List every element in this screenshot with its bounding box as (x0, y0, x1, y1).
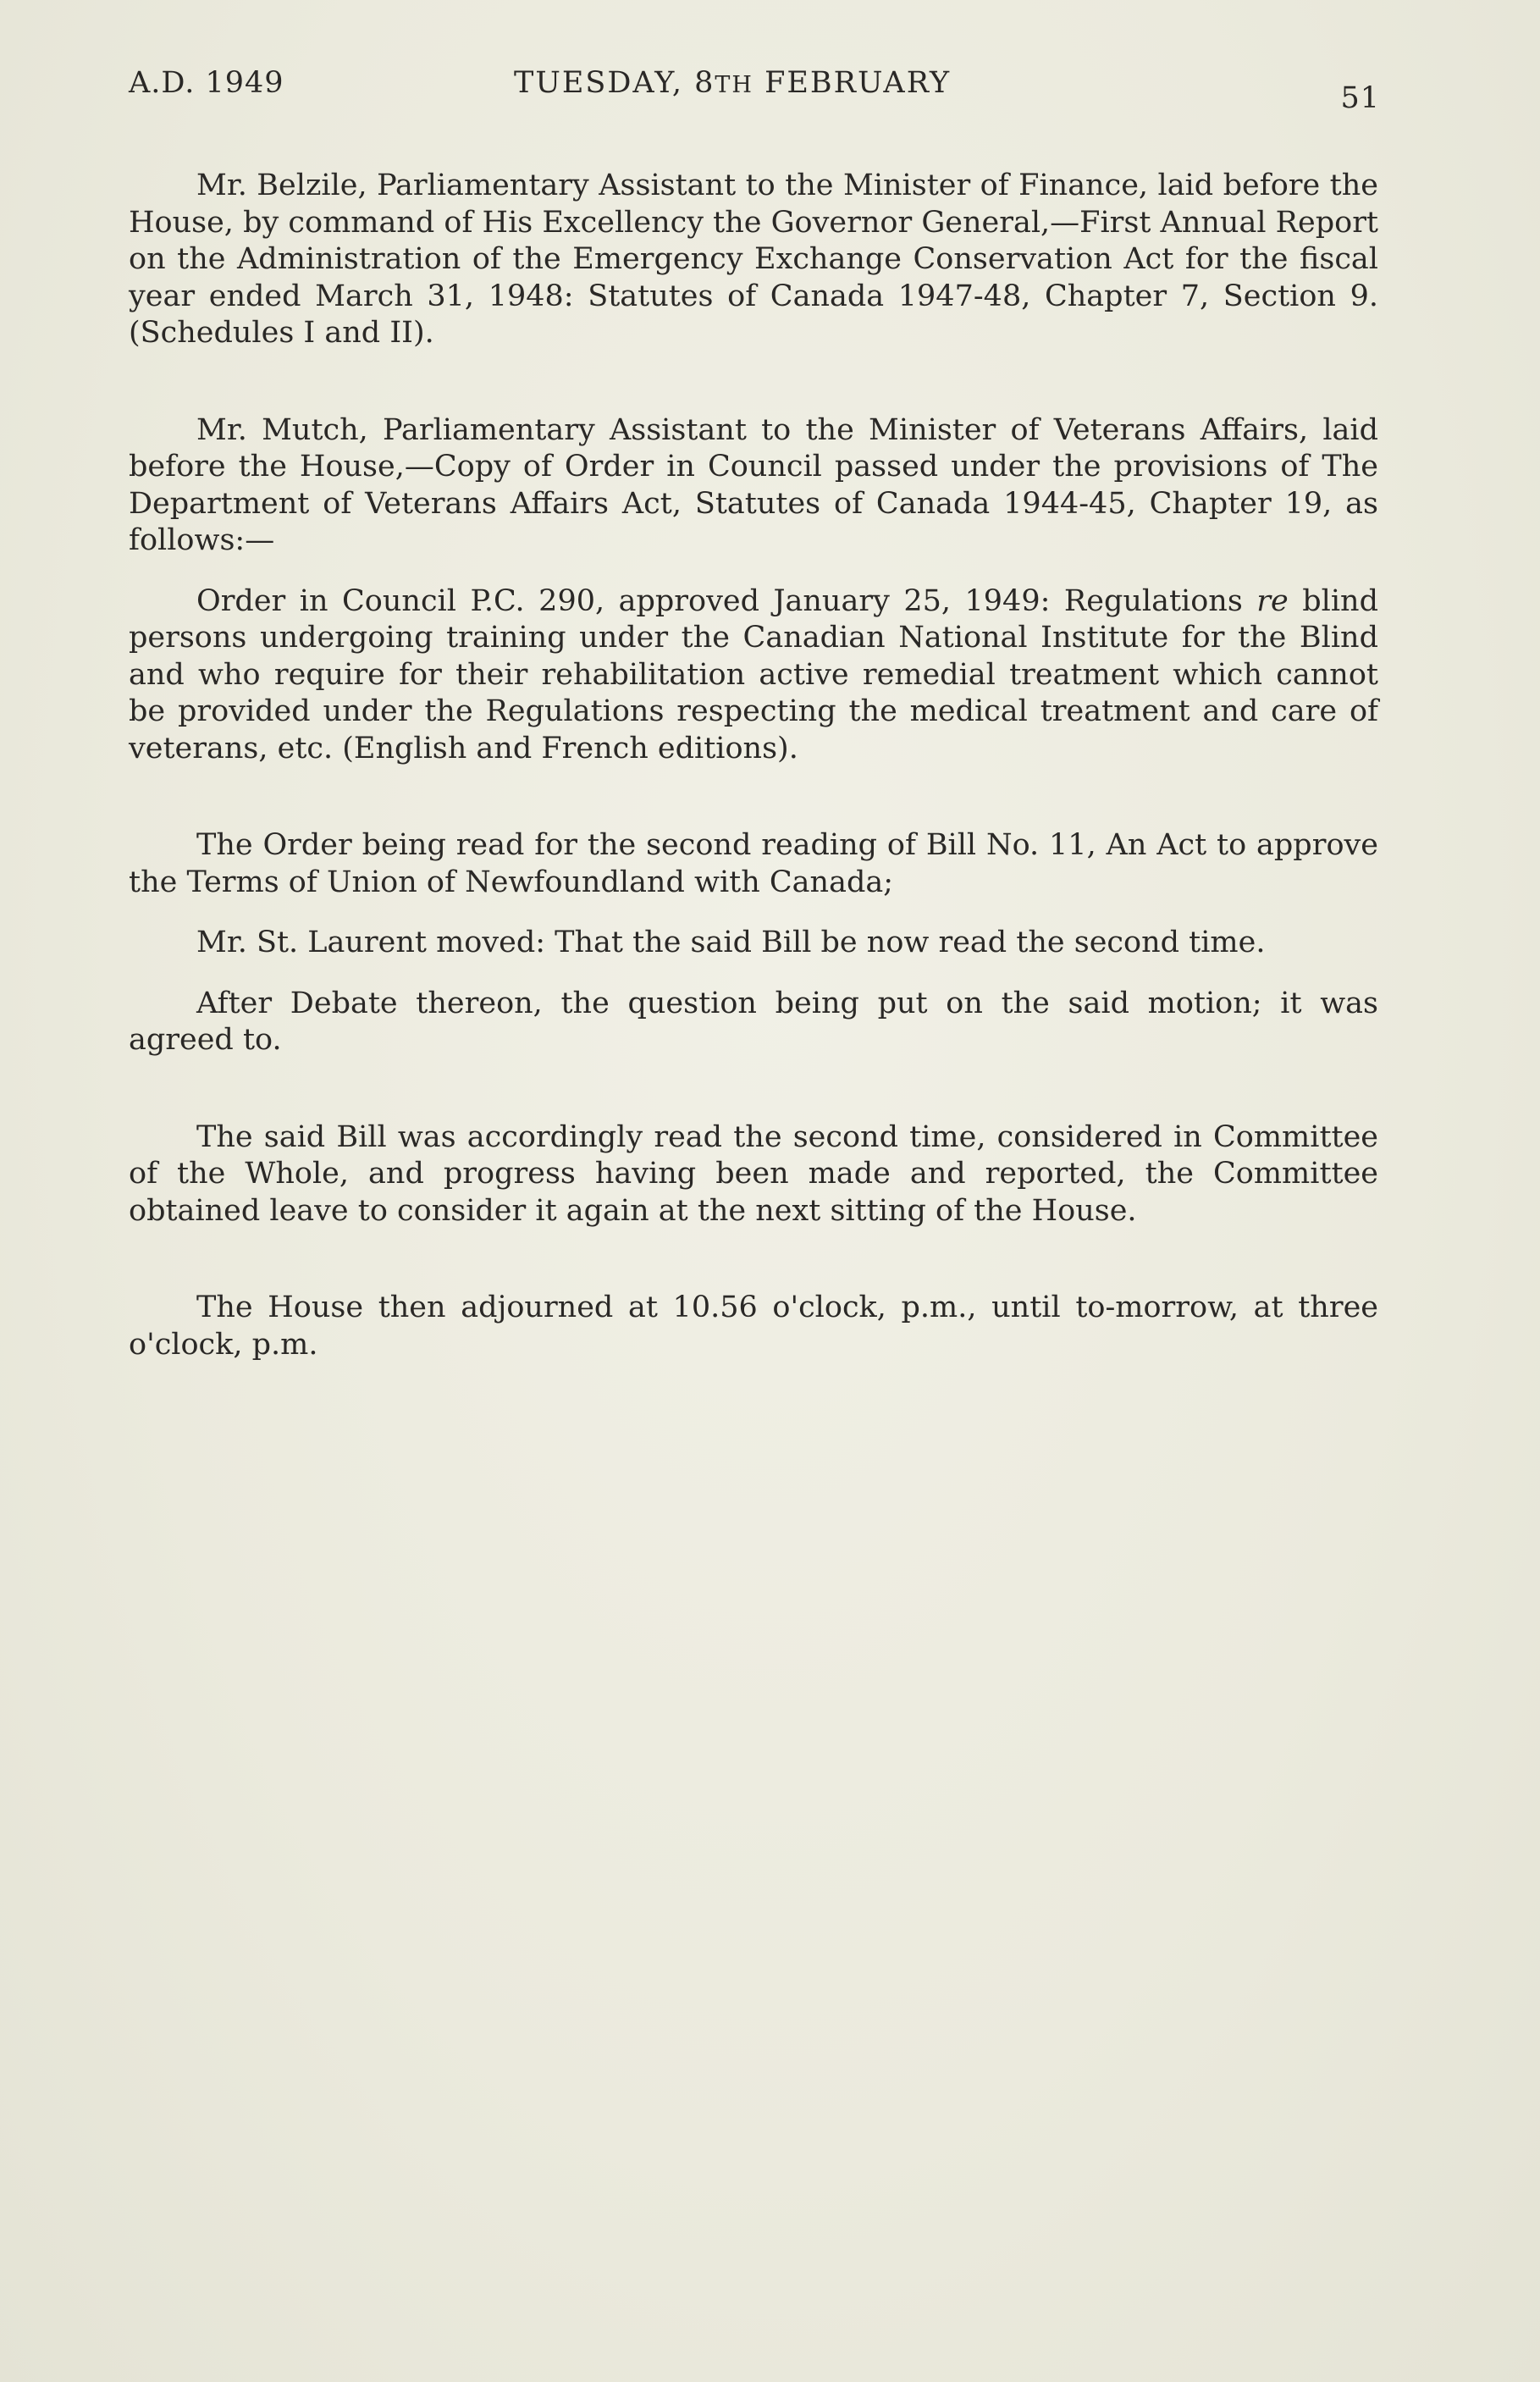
page-number: 51 (1340, 81, 1380, 115)
order-text-after: blind persons undergoing training under the Canadian National Institute for the Blind and who require for their rehabilitation active remedial treatment which cannot be provided under the Regulations respecting the medical treatment and care of veterans, etc. (English and French editions). (129, 583, 1378, 765)
header-month: FEBRUARY (753, 66, 952, 100)
header-year: A.D. 1949 (129, 66, 284, 100)
header-day-suffix: TH (715, 72, 753, 98)
paragraph-mutch: Mr. Mutch, Parliamentary Assistant to the Minister of Veterans Affairs, laid before the House,—Copy of Order in Council passed under the provisions of The Department of Veterans Affairs Act, Statutes of Canada 1944-45, Chapter 19, as follows:— (129, 412, 1378, 557)
header-day: TUESDAY, 8 (514, 66, 715, 100)
order-text-before: Order in Council P.C. 290, approved January 25, 1949: Regulations (196, 583, 1257, 618)
header-date (514, 66, 951, 100)
page-body (129, 168, 1378, 1363)
page-header (129, 66, 1380, 117)
paragraph-debate: After Debate thereon, the question being put on the said motion; it was agreed to. (129, 986, 1378, 1057)
paragraph-motion: Mr. St. Laurent moved: That the said Bill be now read the second time. (196, 926, 1266, 959)
paragraph-second-reading: The Order being read for the second reading of Bill No. 11, An Act to approve the Terms of Union of Newfoundland with Canada; (129, 828, 1378, 899)
paragraph-committee: The said Bill was accordingly read the second time, considered in Committee of the Whole, and progress having been made and reported, the Committee obtained leave to consider it again at the next sitting of the House. (129, 1119, 1378, 1228)
order-text-italic: re (1256, 583, 1289, 618)
paragraph-belzile: Mr. Belzile, Parliamentary Assistant to the Minister of Finance, laid before the House, by command of His Excellency the Governor General,—First Annual Report on the Administration of the Emergency Exchange Conservation Act for the fiscal year ended March 31, 1948: Statutes of Canada 1947-48, Chapter 7, Section 9. (Schedules I and II). (129, 169, 1378, 350)
paragraph-order-in-council (129, 583, 1378, 768)
paragraph-adjournment: The House then adjourned at 10.56 o'clock, p.m., until to-morrow, at three o'clock, p.m. (129, 1290, 1378, 1362)
